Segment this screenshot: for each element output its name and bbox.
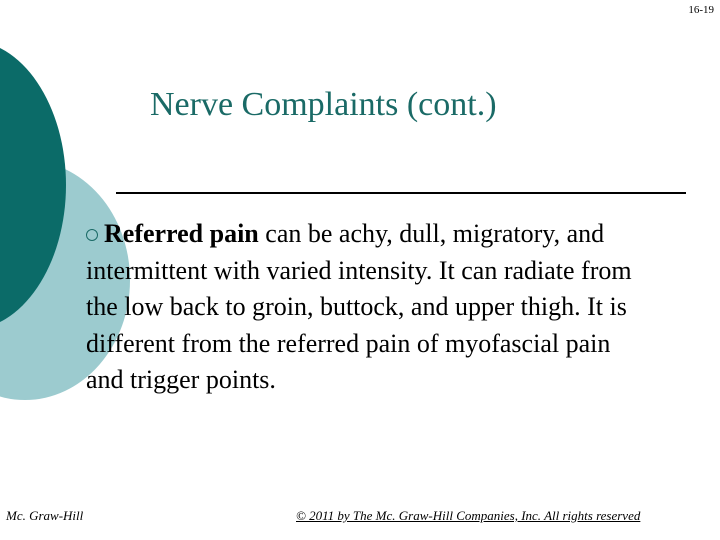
bullet-text: can be achy, dull, migratory, and intermittent with varied intensity. It can radiate from the low back to groin, buttock, and upper thigh. It is different from the referred pain of myofascial pain and trigger points. xyxy=(86,219,632,394)
bullet-circle-icon xyxy=(86,229,98,241)
footer-publisher: Mc. Graw-Hill xyxy=(6,508,84,523)
bullet-bold-term: Referred pain xyxy=(104,219,259,248)
title-divider xyxy=(116,192,686,194)
slide-number: 16-19 xyxy=(688,4,714,16)
footer-copyright: © 2011 by The Mc. Graw-Hill Companies, Inc. All rights reserved xyxy=(296,508,641,523)
slide-title: Nerve Complaints (cont.) xyxy=(150,86,497,123)
bullet-item xyxy=(86,216,646,399)
